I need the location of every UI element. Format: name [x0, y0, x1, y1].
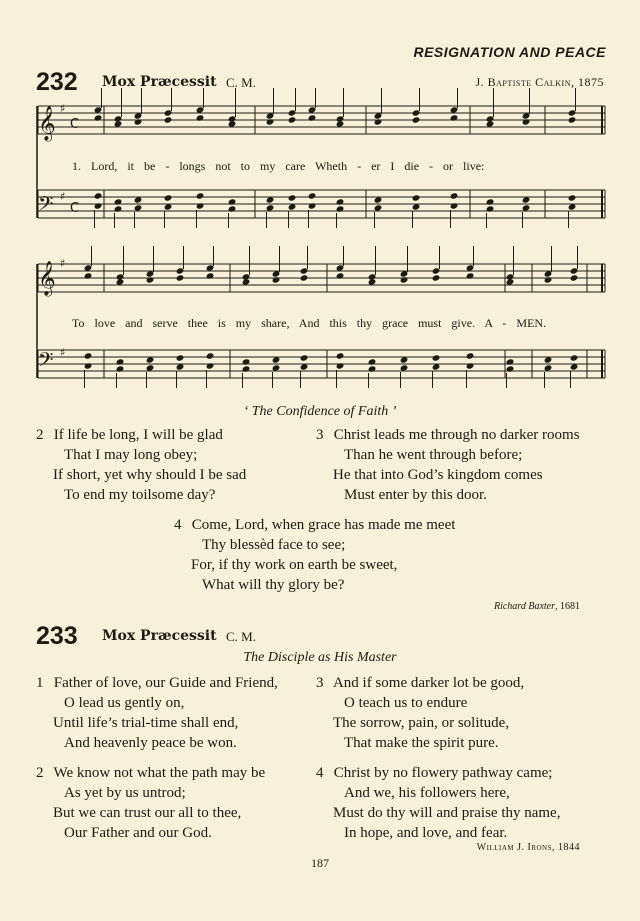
hymn-title-233: The Disciple as His Master	[243, 650, 397, 665]
note-head	[164, 194, 173, 201]
note-head	[400, 276, 409, 283]
hymn-title-232: ‘ The Confidence of Faith ’	[243, 404, 397, 419]
clefs	[38, 102, 79, 376]
note-head	[288, 116, 297, 123]
note-head	[450, 114, 459, 121]
note-head	[300, 274, 309, 281]
verse-2: 2 If life be long, I will be glad That I may long obey; If short, yet why should I be sad To end my toilsome day?	[36, 427, 247, 503]
svg-text:♯: ♯	[60, 102, 66, 115]
note-head	[242, 358, 251, 365]
note-head	[412, 194, 421, 201]
bass-clef-icon: 𝄢	[38, 348, 54, 376]
note-head	[336, 198, 345, 205]
note-head	[412, 116, 421, 123]
note-head	[336, 352, 345, 359]
meter-232: C. M.	[226, 75, 256, 90]
note-head	[176, 274, 185, 281]
note-head	[570, 274, 579, 281]
verse-233-2: 2 We know not what the path may be As yet by us untrod; But we can trust our all to thee, Our Father and our God.	[36, 765, 266, 841]
meter-233: C. M.	[226, 629, 256, 644]
note-head	[206, 352, 215, 359]
note-head	[196, 192, 205, 199]
music-score	[0, 0, 640, 410]
note-head	[486, 205, 495, 212]
note-head	[196, 202, 205, 209]
note-head	[206, 362, 215, 369]
note-head	[506, 358, 515, 365]
note-head	[486, 198, 495, 205]
note-head	[116, 358, 125, 365]
note-head	[466, 362, 475, 369]
note-head	[114, 205, 123, 212]
note-head	[116, 365, 125, 372]
note-head	[570, 267, 579, 274]
note-head	[466, 272, 475, 279]
note-head	[432, 274, 441, 281]
note-heads	[84, 88, 579, 388]
section-title: RESIGNATION AND PEACE	[413, 44, 606, 60]
lyrics-line-2: To love and serve thee is my share, And this thy grace must give. A - MEN.	[72, 316, 547, 330]
note-head	[134, 118, 143, 125]
verse-4: 4 Come, Lord, when grace has made me meet Thy blessèd face to see; For, if thy work on earth be sweet, What will thy glory be?	[174, 517, 456, 593]
note-head	[374, 118, 383, 125]
page-number: 187	[311, 856, 329, 870]
verse-3: 3 Christ leads me through no darker rooms Than he went through before; He that into God’s kingdom comes Must enter by this door.	[316, 427, 580, 503]
note-head	[176, 267, 185, 274]
tune-name-233: Mox Præcessit	[102, 628, 217, 644]
note-head	[466, 352, 475, 359]
note-head	[146, 276, 155, 283]
note-head	[432, 267, 441, 274]
note-head	[336, 272, 345, 279]
author-233: William J. Irons, 1844	[476, 842, 580, 853]
note-head	[308, 202, 317, 209]
lyrics-line-1: 1. Lord, it be - longs not to my care Wheth - er I die - or live:	[72, 159, 485, 173]
note-head	[336, 205, 345, 212]
verse-233-1: 1 Father of love, our Guide and Friend, O lead us gently on, Until life’s trial-time shall end, And heavenly peace be won.	[36, 675, 278, 751]
note-head	[522, 118, 531, 125]
note-head	[368, 365, 377, 372]
note-head	[300, 267, 309, 274]
note-head	[288, 194, 297, 201]
note-head	[176, 354, 185, 361]
note-head	[570, 354, 579, 361]
note-head	[94, 192, 103, 199]
note-head	[308, 114, 317, 121]
treble-clef-icon: 𝄞	[38, 261, 56, 296]
note-head	[266, 118, 275, 125]
note-head	[272, 276, 281, 283]
note-head	[308, 192, 317, 199]
verse-233-3: 3 And if some darker lot be good, O teach us to endure The sorrow, pain, or solitude, That make the spirit pure.	[316, 675, 525, 751]
tune-name-232: Mox Præcessit	[102, 74, 217, 90]
note-head	[450, 202, 459, 209]
note-head	[450, 192, 459, 199]
note-head	[94, 202, 103, 209]
note-head	[196, 114, 205, 121]
note-head	[164, 116, 173, 123]
bass-clef-icon: 𝄢	[38, 192, 54, 220]
svg-text:♯: ♯	[60, 346, 66, 359]
note-head	[84, 352, 93, 359]
svg-text:C: C	[70, 201, 80, 216]
note-head	[164, 109, 173, 116]
note-head	[94, 114, 103, 121]
verse-233-4: 4 Christ by no flowery pathway came; And we, his followers here, Must do thy will and praise thy name, In hope, and love, and fear.	[316, 765, 561, 841]
note-head	[544, 276, 553, 283]
note-head	[228, 205, 237, 212]
author-232: Richard Baxter, 1681	[493, 601, 580, 612]
treble-clef-icon: 𝄞	[38, 106, 56, 141]
note-head	[412, 109, 421, 116]
note-head	[300, 354, 309, 361]
note-head	[568, 194, 577, 201]
note-head	[228, 198, 237, 205]
note-head	[568, 109, 577, 116]
svg-text:♯: ♯	[60, 257, 66, 270]
note-head	[84, 362, 93, 369]
note-head	[368, 358, 377, 365]
note-head	[288, 109, 297, 116]
svg-text:♯: ♯	[60, 190, 66, 203]
note-head	[84, 272, 93, 279]
hymn-number-233: 233	[36, 622, 78, 650]
note-head	[506, 365, 515, 372]
svg-text:C: C	[70, 117, 80, 132]
note-head	[336, 362, 345, 369]
note-head	[242, 365, 251, 372]
note-head	[568, 116, 577, 123]
staff-lines	[37, 106, 605, 378]
note-head	[114, 198, 123, 205]
hymn-number-232: 232	[36, 68, 78, 96]
composer-232: J. Baptiste Calkin, 1875	[475, 75, 604, 89]
note-head	[206, 272, 215, 279]
note-head	[432, 354, 441, 361]
